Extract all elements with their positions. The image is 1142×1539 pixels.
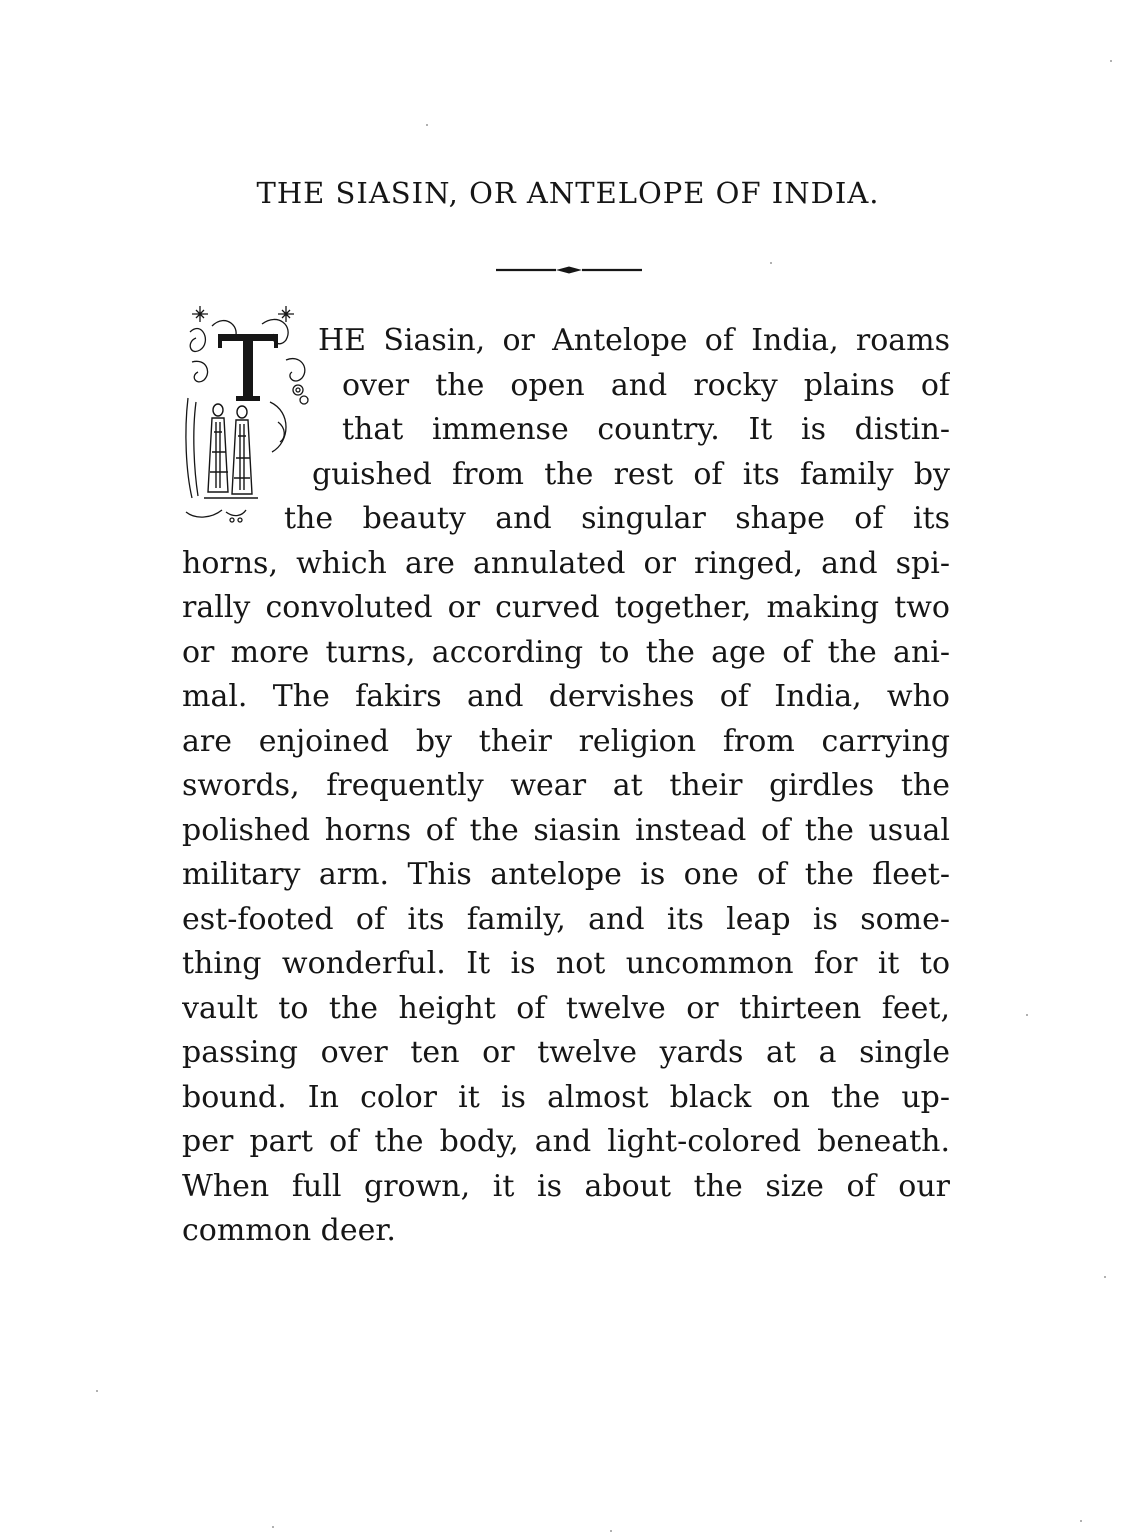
text-line-10: are enjoined by their religion from carrying (182, 724, 950, 759)
text-line-6: horns, which are annulated or ringed, and spi- (182, 546, 950, 581)
scan-speck (272, 1526, 274, 1528)
divider-ornament (494, 262, 644, 278)
page-title: THE SIASIN, OR ANTELOPE OF INDIA. (256, 176, 880, 210)
text-line-4: guished from the rest of its family by (312, 457, 950, 492)
text-line-3: that immense country. It is distin- (342, 412, 950, 447)
text-line-15: thing wonderful. It is not uncommon for it to (182, 946, 950, 981)
scan-speck (610, 1530, 612, 1532)
scan-speck (96, 1390, 98, 1392)
scan-speck (1026, 1014, 1028, 1016)
text-line-12: polished horns of the siasin instead of the usual (182, 813, 950, 848)
text-line-21: common deer. (182, 1213, 396, 1248)
text-line-20: When full grown, it is about the size of our (182, 1169, 950, 1204)
text-line-18: bound. In color it is almost black on the up- (182, 1080, 950, 1115)
text-line-13: military arm. This antelope is one of the fleet- (182, 857, 950, 892)
text-line-1: HE Siasin, or Antelope of India, roams (318, 323, 950, 358)
text-line-2: over the open and rocky plains of (342, 368, 950, 403)
text-line-9: mal. The fakirs and dervishes of India, who (182, 679, 950, 714)
text-line-11: swords, frequently wear at their girdles the (182, 768, 950, 803)
text-line-14: est-footed of its family, and its leap is some- (182, 902, 950, 937)
text-line-17: passing over ten or twelve yards at a single (182, 1035, 950, 1070)
text-line-8: or more turns, according to the age of the ani- (182, 635, 950, 670)
text-line-16: vault to the height of twelve or thirteen feet, (182, 991, 950, 1026)
text-line-7: rally convoluted or curved together, making two (182, 590, 950, 625)
scan-speck (1110, 60, 1112, 62)
scan-speck (1080, 1520, 1082, 1522)
scan-speck (770, 262, 772, 264)
scan-speck (426, 124, 428, 126)
scan-speck (1104, 1276, 1106, 1278)
text-line-19: per part of the body, and light-colored beneath. (182, 1124, 950, 1159)
decorated-initial-t (182, 302, 314, 524)
text-line-5: the beauty and singular shape of its (284, 501, 950, 536)
